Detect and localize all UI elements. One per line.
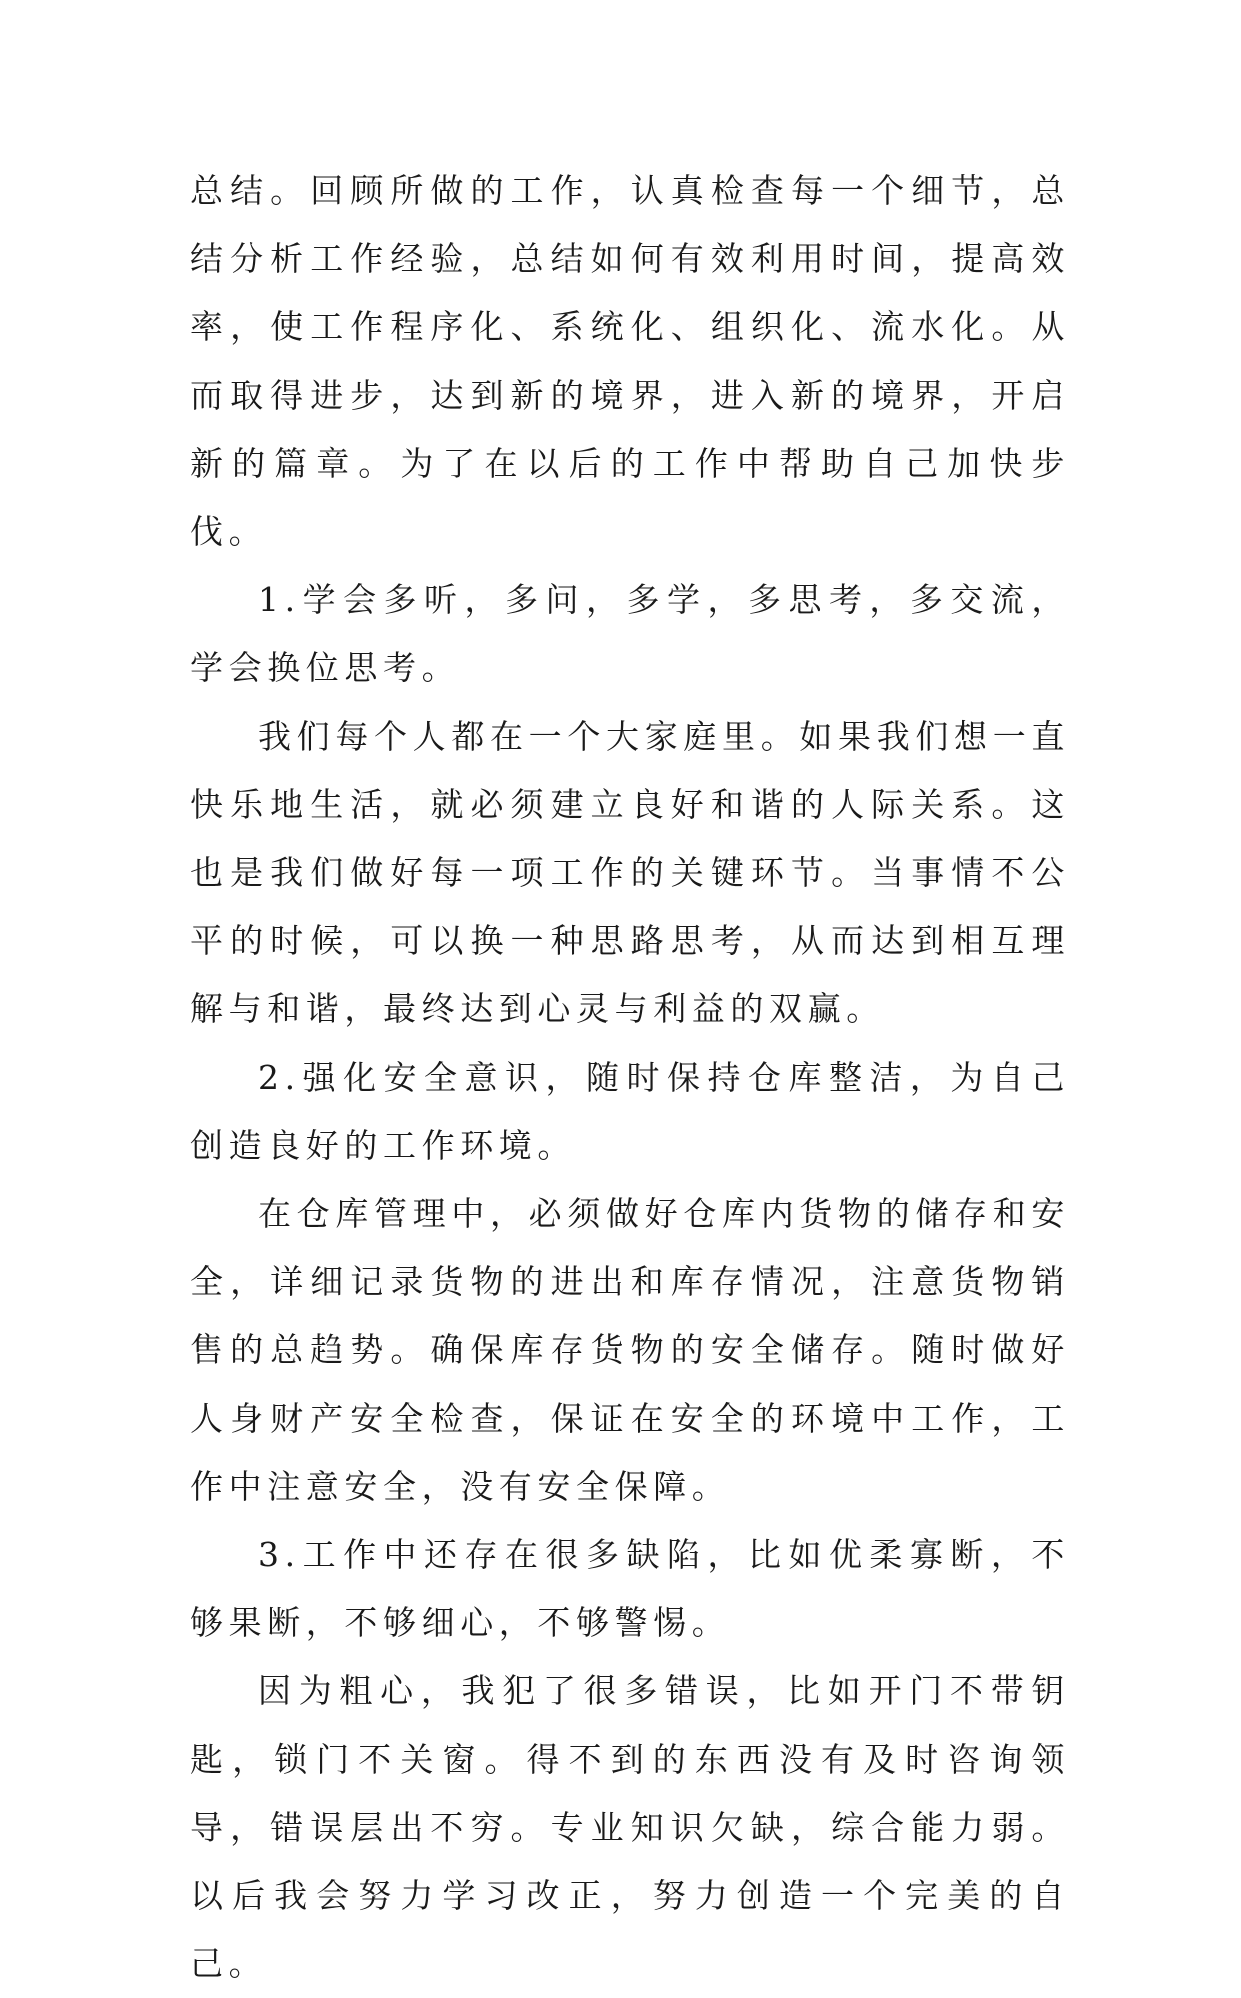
paragraph-point-1-heading: 1.学会多听，多问，多学，多思考，多交流，学会换位思考。 xyxy=(190,580,1070,688)
paragraph-point-2-heading: 2.强化安全意识，随时保持仓库整洁，为自己创造良好的工作环境。 xyxy=(190,1057,1070,1165)
paragraph-point-1-body: 我们每个人都在一个大家庭里。如果我们想一直快乐地生活，就必须建立良好和谐的人际关系。这也是我们做好每一项工作的关键环节。当事情不公平的时候，可以换一种思路思考，从而达到相互理解与和谐，最终达到心灵与利益的双赢。 xyxy=(190,716,1070,1029)
document-body xyxy=(190,157,1070,1998)
paragraph-point-2-body: 在仓库管理中，必须做好仓库内货物的储存和安全，详细记录货物的进出和库存情况，注意货物销售的总趋势。确保库存货物的安全储存。随时做好人身财产安全检查，保证在安全的环境中工作，工作中注意安全，没有安全保障。 xyxy=(190,1194,1070,1506)
paragraph-summary-continuation: 总结。回顾所做的工作，认真检查每一个细节，总结分析工作经验，总结如何有效利用时间，提高效率，使工作程序化、系统化、组织化、流水化。从而取得进步，达到新的境界，进入新的境界，开启新的篇章。为了在以后的工作中帮助自己加快步伐。 xyxy=(190,171,1070,552)
paragraph-point-3-heading: 3.工作中还存在很多缺陷，比如优柔寡断，不够果断，不够细心，不够警惕。 xyxy=(190,1535,1070,1643)
paragraph-point-3-body: 因为粗心，我犯了很多错误，比如开门不带钥匙，锁门不关窗。得不到的东西没有及时咨询领导，错误层出不穷。专业知识欠缺，综合能力弱。以后我会努力学习改正，努力创造一个完美的自己。 xyxy=(190,1671,1070,1984)
